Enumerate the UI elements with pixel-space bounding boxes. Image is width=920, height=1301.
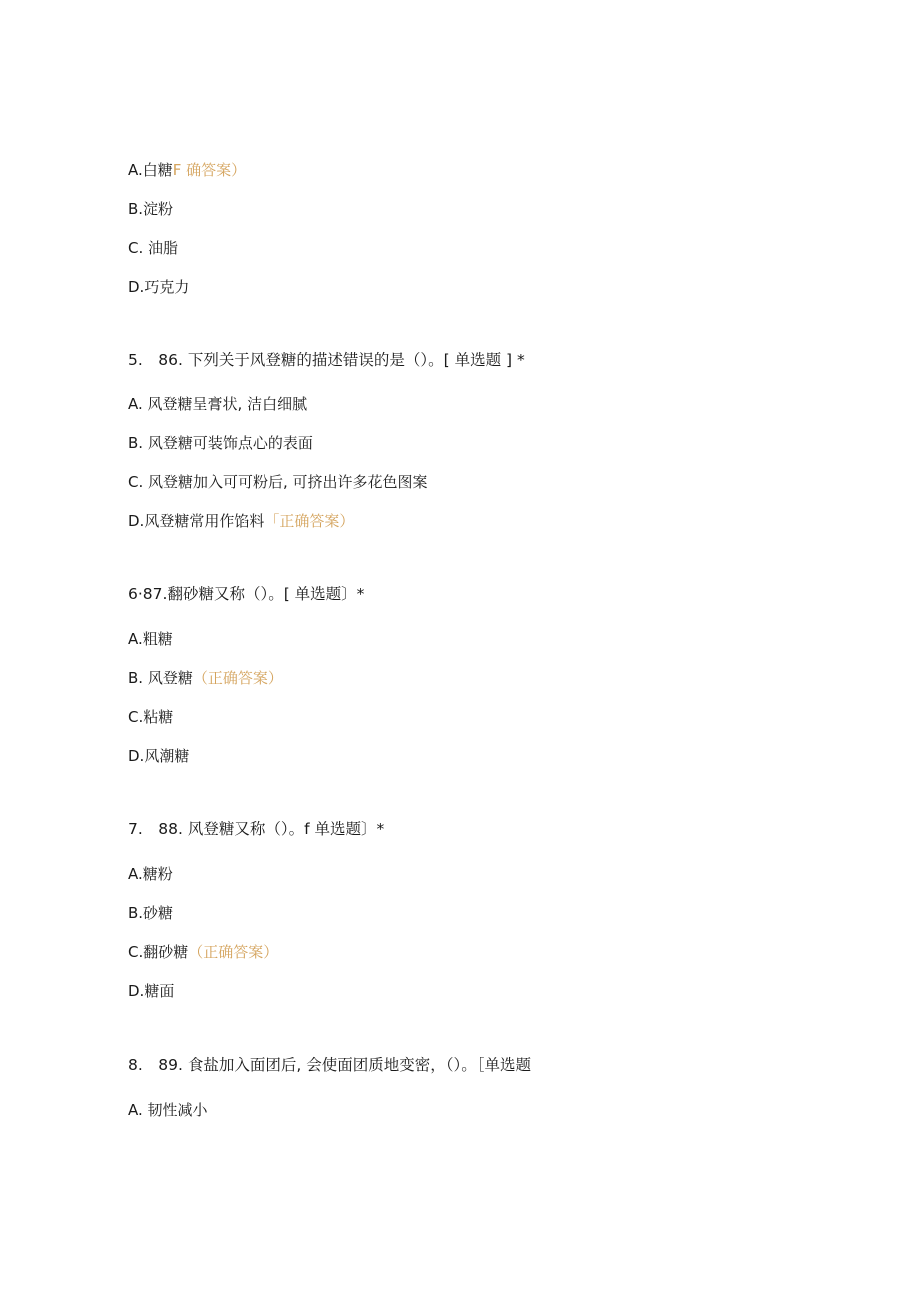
- question-title: 8. 89. 食盐加入面团后, 会使面团质地变密，（）。［单选题: [128, 1056, 531, 1074]
- option-d[interactable]: [128, 511, 354, 531]
- option-text: C.翻砂糖: [128, 943, 189, 961]
- option-b[interactable]: [128, 433, 313, 453]
- option-text: D.巧克力: [128, 278, 190, 296]
- question-title: 5. 86. 下列关于风登糖的描述错误的是（）。[ 单选题 ] *: [128, 351, 525, 369]
- option-text: B.砂糖: [128, 904, 174, 922]
- option-text: C. 油脂: [128, 239, 179, 257]
- option-text: D.风潮糖: [128, 747, 190, 765]
- option-text: D.风登糖常用作馅料: [128, 512, 265, 530]
- option-text: A. 风登糖呈膏状, 洁白细腻: [128, 395, 308, 413]
- option-text: A.白糖: [128, 161, 173, 179]
- option-text: C. 风登糖加入可可粉后, 可挤出许多花色图案: [128, 473, 428, 491]
- option-c[interactable]: [128, 942, 278, 962]
- option-a[interactable]: [128, 864, 173, 884]
- option-text: C.粘糖: [128, 708, 174, 726]
- option-d[interactable]: [128, 981, 174, 1001]
- option-d[interactable]: [128, 277, 189, 297]
- option-d[interactable]: [128, 746, 189, 766]
- option-c[interactable]: [128, 238, 178, 258]
- option-c[interactable]: [128, 472, 428, 492]
- option-a[interactable]: [128, 1100, 208, 1120]
- option-text: B.淀粉: [128, 200, 174, 218]
- correct-answer-tag: 「正确答案）: [264, 512, 355, 530]
- option-c[interactable]: [128, 707, 173, 727]
- option-text: B. 风登糖可装饰点心的表面: [128, 434, 313, 452]
- option-a[interactable]: [128, 160, 246, 180]
- option-text: B. 风登糖: [128, 669, 193, 687]
- option-text: A. 韧性减小: [128, 1101, 208, 1119]
- option-text: D.糖面: [128, 982, 175, 1000]
- correct-answer-tag: F 确答案）: [172, 161, 247, 179]
- option-a[interactable]: [128, 394, 307, 414]
- question-title: 7. 88. 风登糖又称（）。f 单选题〕*: [128, 820, 385, 838]
- option-b[interactable]: [128, 668, 283, 688]
- option-a[interactable]: [128, 629, 173, 649]
- question-title: 6·87.翻砂糖又称（）。[ 单选题〕*: [128, 585, 365, 603]
- correct-answer-tag: （正确答案）: [188, 943, 279, 961]
- option-text: A.粗糖: [128, 630, 173, 648]
- option-b[interactable]: [128, 903, 173, 923]
- option-b[interactable]: [128, 199, 173, 219]
- option-text: A.糖粉: [128, 865, 173, 883]
- correct-answer-tag: （正确答案）: [192, 669, 283, 687]
